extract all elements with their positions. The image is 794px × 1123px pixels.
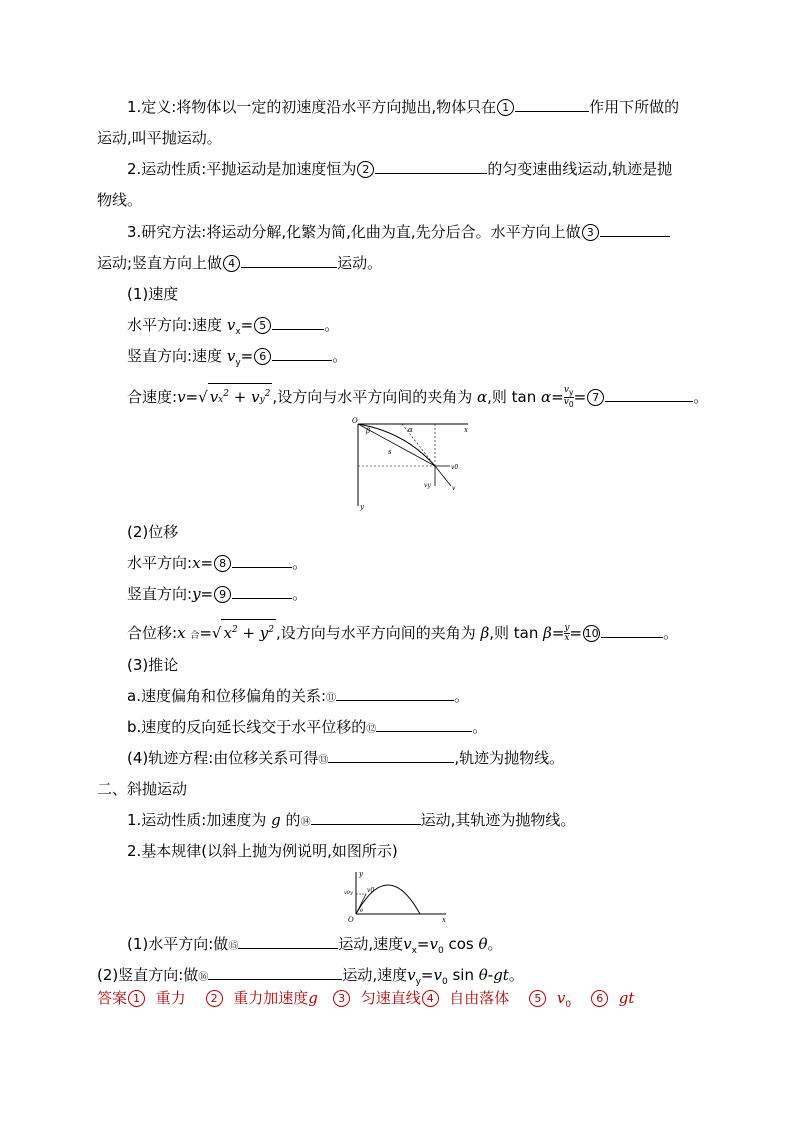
answer-number: 3 — [333, 990, 350, 1007]
oblique-vertical: (2)竖直方向:做⑯ 运动,速度$v_y=v_0$ sin θ-gt。 — [97, 966, 524, 987]
inference-a-text: a.速度偏角和位移偏角的关系: — [127, 687, 327, 705]
answer-blank[interactable] — [272, 346, 332, 361]
answer-number: 2 — [206, 990, 223, 1007]
answer-label: 答案 — [97, 989, 128, 1007]
svg-text:x: x — [442, 916, 446, 923]
projectile-velocity-diagram — [350, 414, 475, 514]
displacement-combined: 合位移:x 合=√ $x^2 + y^2$ ,设方向与水平方向间的夹角为 β,则 tan β= $\frac{y}{x}$ = 10 。 — [127, 619, 678, 646]
svg-text:β: β — [366, 427, 371, 435]
svg-text:v: v — [452, 485, 456, 492]
answer-var: gt — [618, 989, 635, 1007]
fraction: $\frac{y}{x}$ — [564, 623, 570, 643]
var: y — [192, 585, 201, 603]
blank-number: 5 — [254, 317, 271, 334]
answer-blank[interactable] — [600, 222, 670, 237]
blank-number: 3 — [582, 224, 599, 241]
definition-line — [127, 97, 679, 117]
method-line — [127, 222, 670, 242]
label: (2)竖直方向:做 — [97, 966, 199, 984]
trajectory-end: ,轨迹为抛物线。 — [454, 749, 565, 767]
blank-number: ⑬ — [318, 755, 329, 766]
answer-number: 4 — [422, 990, 439, 1007]
blank-number: 7 — [587, 389, 604, 406]
blank-number: 8 — [214, 555, 231, 572]
property-line — [127, 159, 672, 179]
displacement-vertical: 竖直方向:y= 9 。 — [127, 585, 308, 603]
answer-text: 重力加速度 — [233, 989, 309, 1007]
svg-text:θ: θ — [360, 908, 364, 914]
svg-text:v0y: v0y — [344, 890, 353, 896]
label: 竖直方向: — [127, 585, 193, 603]
displacement-horizontal: 水平方向:x= 8 。 — [127, 554, 308, 572]
method-text: 3.研究方法:将运动分解,化繁为简,化曲为直,先分后合。水平方向上做 — [127, 223, 581, 241]
var: g — [271, 811, 281, 829]
blank-number: ⑪ — [326, 693, 337, 704]
answer-key: 答案 1 重力 2 重力加速度g 3 匀速直线 4 自由落体 5 $v_0$ 6 gt — [97, 989, 635, 1010]
answer-blank[interactable] — [232, 584, 292, 599]
var: x — [192, 554, 201, 572]
velocity-horizontal: 水平方向:速度 $v_x= 5$ 。 — [127, 316, 340, 337]
definition-text: 1.定义:将物体以一定的初速度沿水平方向抛出,物体只在 — [127, 98, 497, 116]
label: 水平方向:速度 — [127, 316, 223, 334]
sub-label: 合 — [190, 631, 200, 641]
svg-text:v0: v0 — [451, 464, 459, 471]
blank-number: 1 — [497, 99, 514, 116]
answer-number: 5 — [529, 990, 546, 1007]
label-mid: 设方向与水平方向间的夹角为 — [277, 388, 473, 406]
answer-blank[interactable] — [241, 253, 337, 268]
blank-number: 4 — [223, 255, 240, 272]
inference-a: a.速度偏角和位移偏角的关系:⑪ 。 — [127, 687, 470, 705]
answer-number: 1 — [128, 990, 145, 1007]
answer-blank[interactable] — [311, 810, 421, 825]
blank-number: ⑭ — [300, 817, 311, 828]
answer-number: 6 — [591, 990, 608, 1007]
answer-blank[interactable] — [376, 717, 472, 732]
property-text-end: 的匀变速曲线运动,轨迹是抛 — [487, 160, 673, 178]
svg-text:y: y — [359, 870, 363, 878]
oblique-property — [127, 810, 575, 833]
inference-b: b.速度的反向延长线交于水平位移的⑫ 。 — [127, 718, 488, 736]
section-heading: 二、斜抛运动 — [97, 780, 188, 798]
inference-title: (3)推论 — [127, 656, 179, 674]
definition-text-end: 作用下所做的 — [589, 98, 680, 116]
inference-b-text: b.速度的反向延长线交于水平位移的 — [127, 718, 367, 736]
definition-cont: 运动,叫平抛运动。 — [97, 129, 222, 147]
var-sub: y — [235, 358, 241, 368]
label: (1)水平方向:做 — [127, 935, 229, 953]
velocity-vertical: 竖直方向:速度 $v_y= 6$ 。 — [127, 347, 348, 368]
svg-text:y: y — [360, 503, 364, 511]
oblique-law-title: 2.基本规律(以斜上抛为例说明,如图所示) — [127, 842, 398, 860]
method-cont-text: 运动;竖直方向上做 — [97, 254, 223, 272]
answer-text: 自由落体 — [449, 989, 510, 1007]
alpha: α — [476, 388, 488, 406]
velocity-combined: 合速度:v=√ $vx^2 + vy^2$ ,设方向与水平方向间的夹角为 α,则 tan α= $\frac{v_y}{v_0}$ = 7 。 — [127, 383, 708, 410]
blank-number: ⑯ — [198, 972, 209, 983]
label: 合位移: — [127, 624, 178, 642]
label-end: 运动,速度 — [342, 966, 408, 984]
property-cont: 物线。 — [97, 191, 143, 209]
label: 1.运动性质:加速度为 — [127, 811, 267, 829]
var: v — [226, 316, 236, 334]
property-text: 2.运动性质:平抛运动是加速度恒为 — [127, 160, 357, 178]
method-cont — [97, 253, 382, 273]
label-mid: 设方向与水平方向间的夹角为 — [280, 624, 476, 642]
label-end: 运动,其轨迹为抛物线。 — [420, 811, 576, 829]
formula-var: v — [407, 966, 416, 984]
blank-number: ⑫ — [366, 724, 377, 735]
sqrt-expr: $vx^2 + vy^2$ — [208, 383, 273, 410]
label: 竖直方向:速度 — [127, 347, 223, 365]
method-cont-end: 运动。 — [337, 254, 383, 272]
answer-var: v — [556, 989, 566, 1007]
trajectory-text: (4)轨迹方程:由位移关系可得 — [127, 749, 319, 767]
tan-label: ,则 tan — [487, 388, 537, 406]
answer-blank[interactable] — [238, 934, 338, 949]
answer-text: 重力 — [155, 989, 186, 1007]
label-end: 运动,速度 — [338, 935, 404, 953]
svg-text:vy: vy — [424, 482, 431, 489]
answer-text: 匀速直线 — [360, 989, 421, 1007]
svg-text:s: s — [388, 448, 392, 456]
svg-text:O: O — [348, 916, 354, 923]
answer-blank[interactable] — [328, 748, 454, 763]
oblique-projectile-diagram — [338, 868, 453, 923]
fraction: $\frac{v_y}{v_0}$ — [563, 385, 574, 409]
svg-text:α: α — [408, 426, 413, 434]
answer-blank[interactable] — [336, 686, 454, 701]
blank-number: 10 — [584, 627, 599, 640]
answer-blank[interactable] — [515, 97, 589, 112]
var: v — [226, 347, 236, 365]
oblique-horizontal: (1)水平方向:做⑮ 运动,速度$v_x=v_0$ cos θ。 — [127, 935, 503, 956]
trajectory-line — [127, 748, 564, 771]
svg-text:O: O — [352, 417, 358, 425]
velocity-title: (1)速度 — [127, 285, 179, 303]
blank-number: 9 — [214, 586, 231, 603]
var-sub: x — [235, 327, 241, 337]
beta: β — [480, 624, 490, 642]
svg-text:x: x — [464, 426, 468, 434]
label: 合速度: — [127, 388, 178, 406]
answer-var: g — [308, 989, 318, 1007]
tan-label: ,则 tan — [489, 624, 539, 642]
answer-blank[interactable] — [208, 965, 342, 980]
blank-number: 2 — [357, 161, 374, 178]
answer-blank[interactable] — [605, 387, 693, 402]
blank-number: 6 — [254, 348, 271, 365]
answer-blank[interactable] — [232, 553, 292, 568]
answer-blank[interactable] — [601, 623, 663, 638]
answer-blank[interactable] — [375, 159, 487, 174]
displacement-title: (2)位移 — [127, 523, 179, 541]
label-mid: 的 — [285, 811, 301, 829]
formula-var: v — [403, 935, 412, 953]
svg-text:v0: v0 — [367, 887, 375, 894]
blank-number: ⑮ — [228, 941, 239, 952]
sqrt-expr: $x^2 + y^2$ — [221, 619, 276, 643]
answer-blank[interactable] — [272, 315, 324, 330]
label: 水平方向: — [127, 554, 193, 572]
